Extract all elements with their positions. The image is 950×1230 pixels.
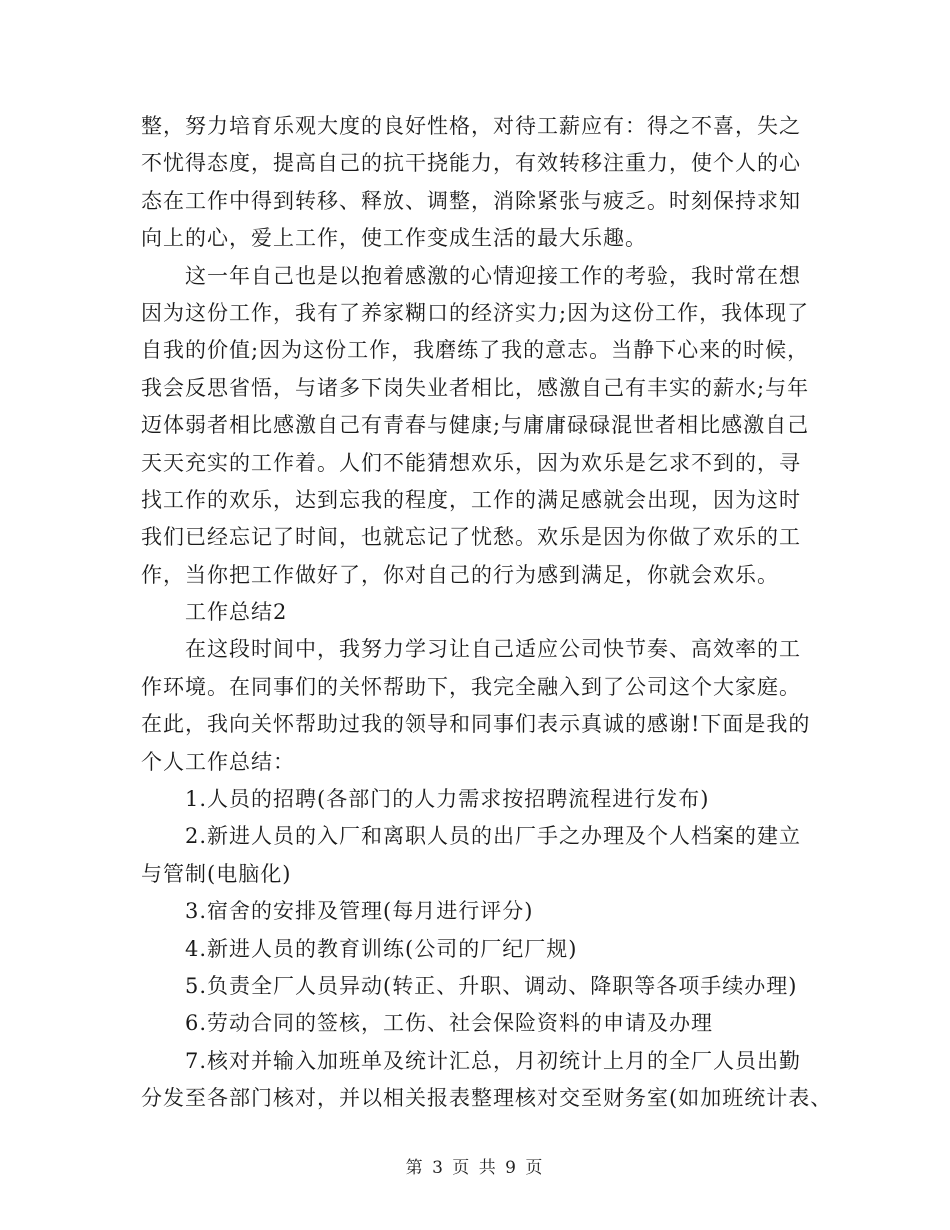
text-line: 我们已经忘记了时间，也就忘记了忧愁。欢乐是因为你做了欢乐的工 bbox=[141, 525, 801, 550]
text-line: 作，当你把工作做好了，你对自己的行为感到满足，你就会欢乐。 bbox=[141, 562, 779, 587]
text-line: 整，努力培育乐观大度的良好性格，对待工薪应有：得之不喜，失之 bbox=[141, 114, 801, 138]
page-number-footer: 第 3 页 共 9 页 bbox=[405, 1158, 545, 1178]
text-line: 态在工作中得到转移、释放、调整，消除紧张与疲乏。时刻保持求知 bbox=[141, 188, 801, 213]
text-line: 1.人员的招聘(各部门的人力需求按招聘流程进行发布) bbox=[185, 787, 710, 812]
text-line: 作环境。在同事们的关怀帮助下，我完全融入到了公司这个大家庭。 bbox=[141, 674, 801, 699]
text-line: 找工作的欢乐，达到忘我的程度，工作的满足感就会出现，因为这时 bbox=[141, 487, 801, 512]
text-line: 个人工作总结： bbox=[141, 749, 295, 774]
text-line: 自我的价值;因为这份工作，我磨练了我的意志。当静下心来的时候， bbox=[141, 338, 810, 363]
text-line: 我会反思省悟，与诸多下岗失业者相比，感激自己有丰实的薪水;与年 bbox=[141, 375, 810, 400]
text-line: 2.新进人员的入厂和离职人员的出厂手之办理及个人档案的建立 bbox=[185, 824, 802, 849]
text-line: 向上的心，爱上工作，使工作变成生活的最大乐趣。 bbox=[141, 226, 647, 251]
document-body bbox=[141, 108, 833, 1118]
text-line: 6.劳动合同的签核，工伤、社会保险资料的申请及办理 bbox=[185, 1011, 714, 1036]
text-line: 在此，我向关怀帮助过我的领导和同事们表示真诚的感谢!下面是我的 bbox=[141, 712, 811, 737]
text-line: 3.宿舍的安排及管理(每月进行评分) bbox=[185, 899, 534, 924]
text-line: 与管制(电脑化) bbox=[141, 861, 292, 886]
text-line: 在这段时间中，我努力学习让自己适应公司快节奏、高效率的工 bbox=[185, 637, 801, 662]
text-line: 迈体弱者相比感激自己有青春与健康;与庸庸碌碌混世者相比感激自己 bbox=[141, 413, 810, 438]
text-line: 这一年自己也是以抱着感激的心情迎接工作的考验，我时常在想 bbox=[185, 263, 801, 288]
text-line: 7.核对并输入加班单及统计汇总，月初统计上月的全厂人员出勤 bbox=[185, 1048, 802, 1073]
text-line: 分发至各部门核对，并以相关报表整理核对交至财务室(如加班统计表、 bbox=[141, 1086, 833, 1111]
text-line: 因为这份工作，我有了养家糊口的经济实力;因为这份工作，我体现了 bbox=[141, 300, 810, 325]
text-line: 不忧得态度，提高自己的抗干挠能力，有效转移注重力，使个人的心 bbox=[141, 151, 801, 176]
text-line: 天天充实的工作着。人们不能猜想欢乐，因为欢乐是乞求不到的，寻 bbox=[141, 450, 801, 475]
text-line: 工作总结2 bbox=[185, 600, 288, 625]
text-line: 4.新进人员的教育训练(公司的厂纪厂规) bbox=[185, 936, 578, 961]
text-line: 5.负责全厂人员异动(转正、升职、调动、降职等各项手续办理) bbox=[185, 973, 798, 998]
